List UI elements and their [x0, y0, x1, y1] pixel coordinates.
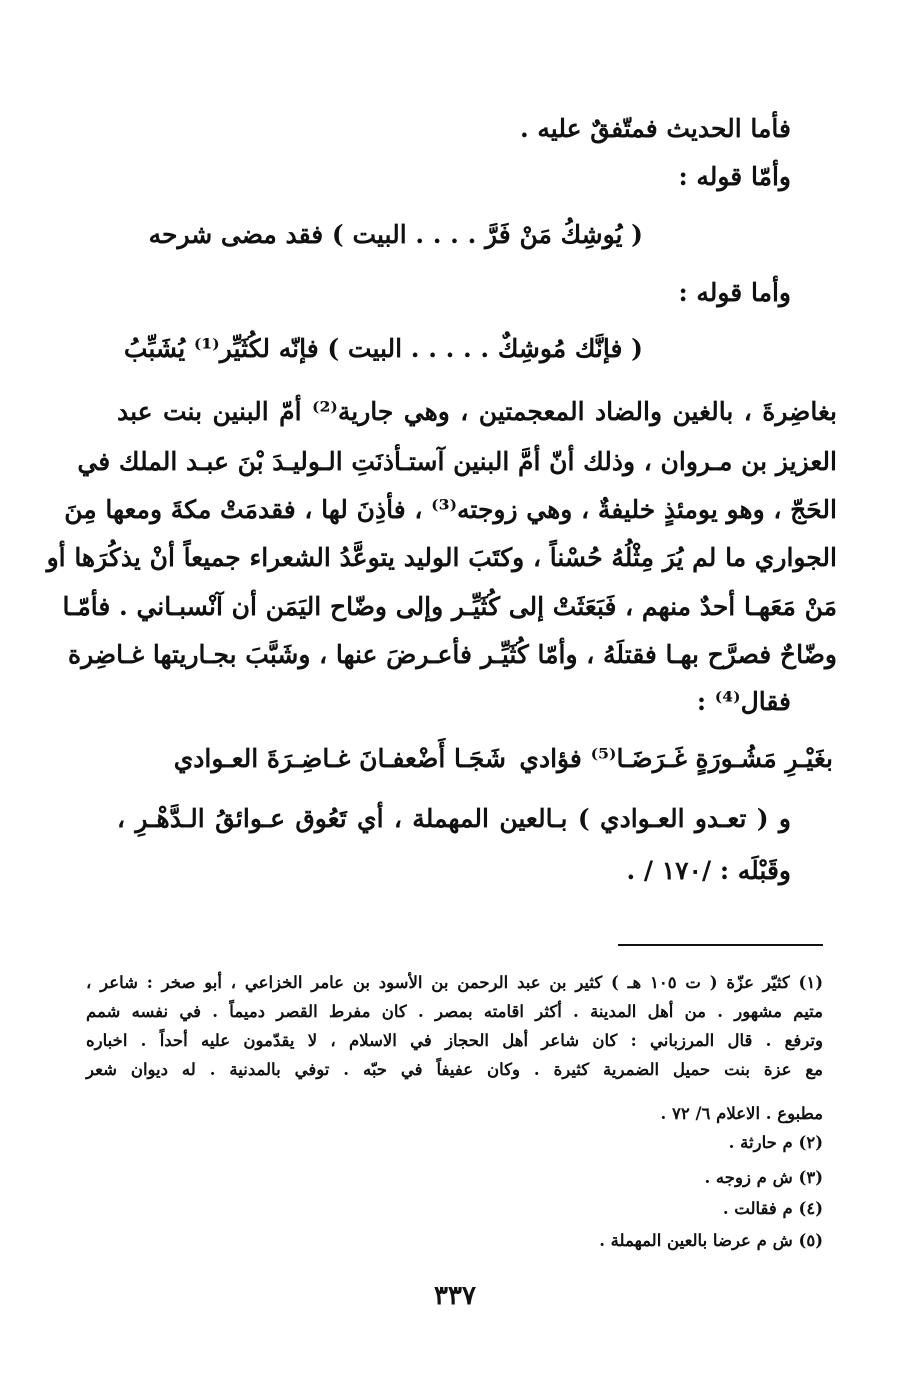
footnote-2: (٢) م حارثة . [728, 1133, 823, 1152]
verse-reference-2: ( فإنَّك مُوشِكٌ . . . . . البيت ) فإنّه لكُثَيِّر⁽¹⁾ يُشَبِّبُ [123, 334, 643, 363]
footnote-1-line: وترفع . قال المرزباني : كان شاعر أهل الحجاز في الاسلام ، لا يقدّمون عليه أحداً . اخباره [86, 1031, 823, 1050]
footnote-1-line: متيم مشهور . من أهل المدينة . أكثر اقامته بمصر . كان مفرط القصر دميماً . في نفسه شمم [86, 1002, 823, 1021]
paragraph-line: بغاضِرةَ ، بالغين والضاد المعجمتين ، وهي جارية⁽²⁾ أمّ البنين بنت عبد [117, 397, 837, 426]
paragraph-line: مَنْ مَعَهـا أحدٌ منهم ، فَبَعَثَتْ إلى كُثَيِّـر وإلى وضّاح اليَمَن أن آنْسبـاني . فأمّـا [62, 592, 837, 621]
footnote-5: (٥) ش م عرضا بالعين المهملة . [599, 1231, 823, 1250]
paragraph-line: الجواري ما لم يُرَ مِثْلُهُ حُسْناً ، وكتَبَ الوليد يتوعَّدُ الشعراء جميعاً أنْ يذكُرَها أو [46, 543, 837, 572]
text-line-his-saying-1: وأمّا قوله : [678, 162, 791, 191]
text-line-hadith: فأما الحديث فمتّفقٌ عليه . [519, 114, 791, 143]
footnote-3: (٣) ش م زوجه . [704, 1168, 823, 1187]
paragraph-line-last: فقال⁽⁴⁾ : [696, 687, 791, 716]
paragraph-line: وضّاحٌ فصرَّح بهـا فقتلَهُ ، وأمّا كُثَيِّـر فأعـرضَ عنها ، وشَبَّبَ بجـاريتها غـاضِرة [67, 640, 837, 669]
poem-second-hemistich: بغَيْـرِ مَشُـورَةٍ غَـرَضَـا⁽⁵⁾ فؤادي [519, 744, 833, 773]
footnote-separator [618, 944, 823, 946]
verse-reference-1: ( يُوشِكُ مَنْ فَرَّ . . . . البيت ) فقد مضى شرحه [148, 220, 643, 249]
page-number: ٣٣٧ [434, 1281, 476, 1311]
poem-first-hemistich: شَجَـا أَضْعفـانَ غـاضِـرَةَ العـوادي [173, 744, 506, 773]
paragraph-line: الحَجّ ، وهو يومئذٍ خليفةٌ ، وهي زوجته⁽³⁾ ، فأذِنَ لها ، فقدمَتْ مكةَ ومعها مِنَ [64, 495, 837, 524]
commentary-line-last: وقَبْلَه : /١٧٠ / . [626, 856, 791, 885]
footnote-1-line: مع عزة بنت حميل الضمرية كثيرة . وكان عفيفاً في حبّه . توفي بالمدنية . له ديوان شعر [86, 1060, 823, 1079]
footnote-4: (٤) م فقالت . [722, 1199, 823, 1218]
paragraph-line: العزيز بن مـروان ، وذلك أنّ أمَّ البنين آستـأذنَتِ الـوليـدَ بْنَ عبـد الملك في [77, 447, 837, 476]
footnote-1-line-last: مطبوع . الاعلام ٦/ ٧٢ . [660, 1104, 823, 1123]
commentary-line: و ( تعـدو العـوادي ) بـالعين المهملة ، أي تَعُوق عـوائقُ الـدَّهْـرِ ، [117, 804, 791, 833]
footnote-1-line: (١) كثيّر عزّة ( ت ١٠٥ هـ ) كثير بن عبد الرحمن بن الأسود بن عامر الخزاعي ، أبو صخر : شاعر ، [86, 973, 823, 992]
text-line-his-saying-2: وأما قوله : [678, 278, 791, 307]
